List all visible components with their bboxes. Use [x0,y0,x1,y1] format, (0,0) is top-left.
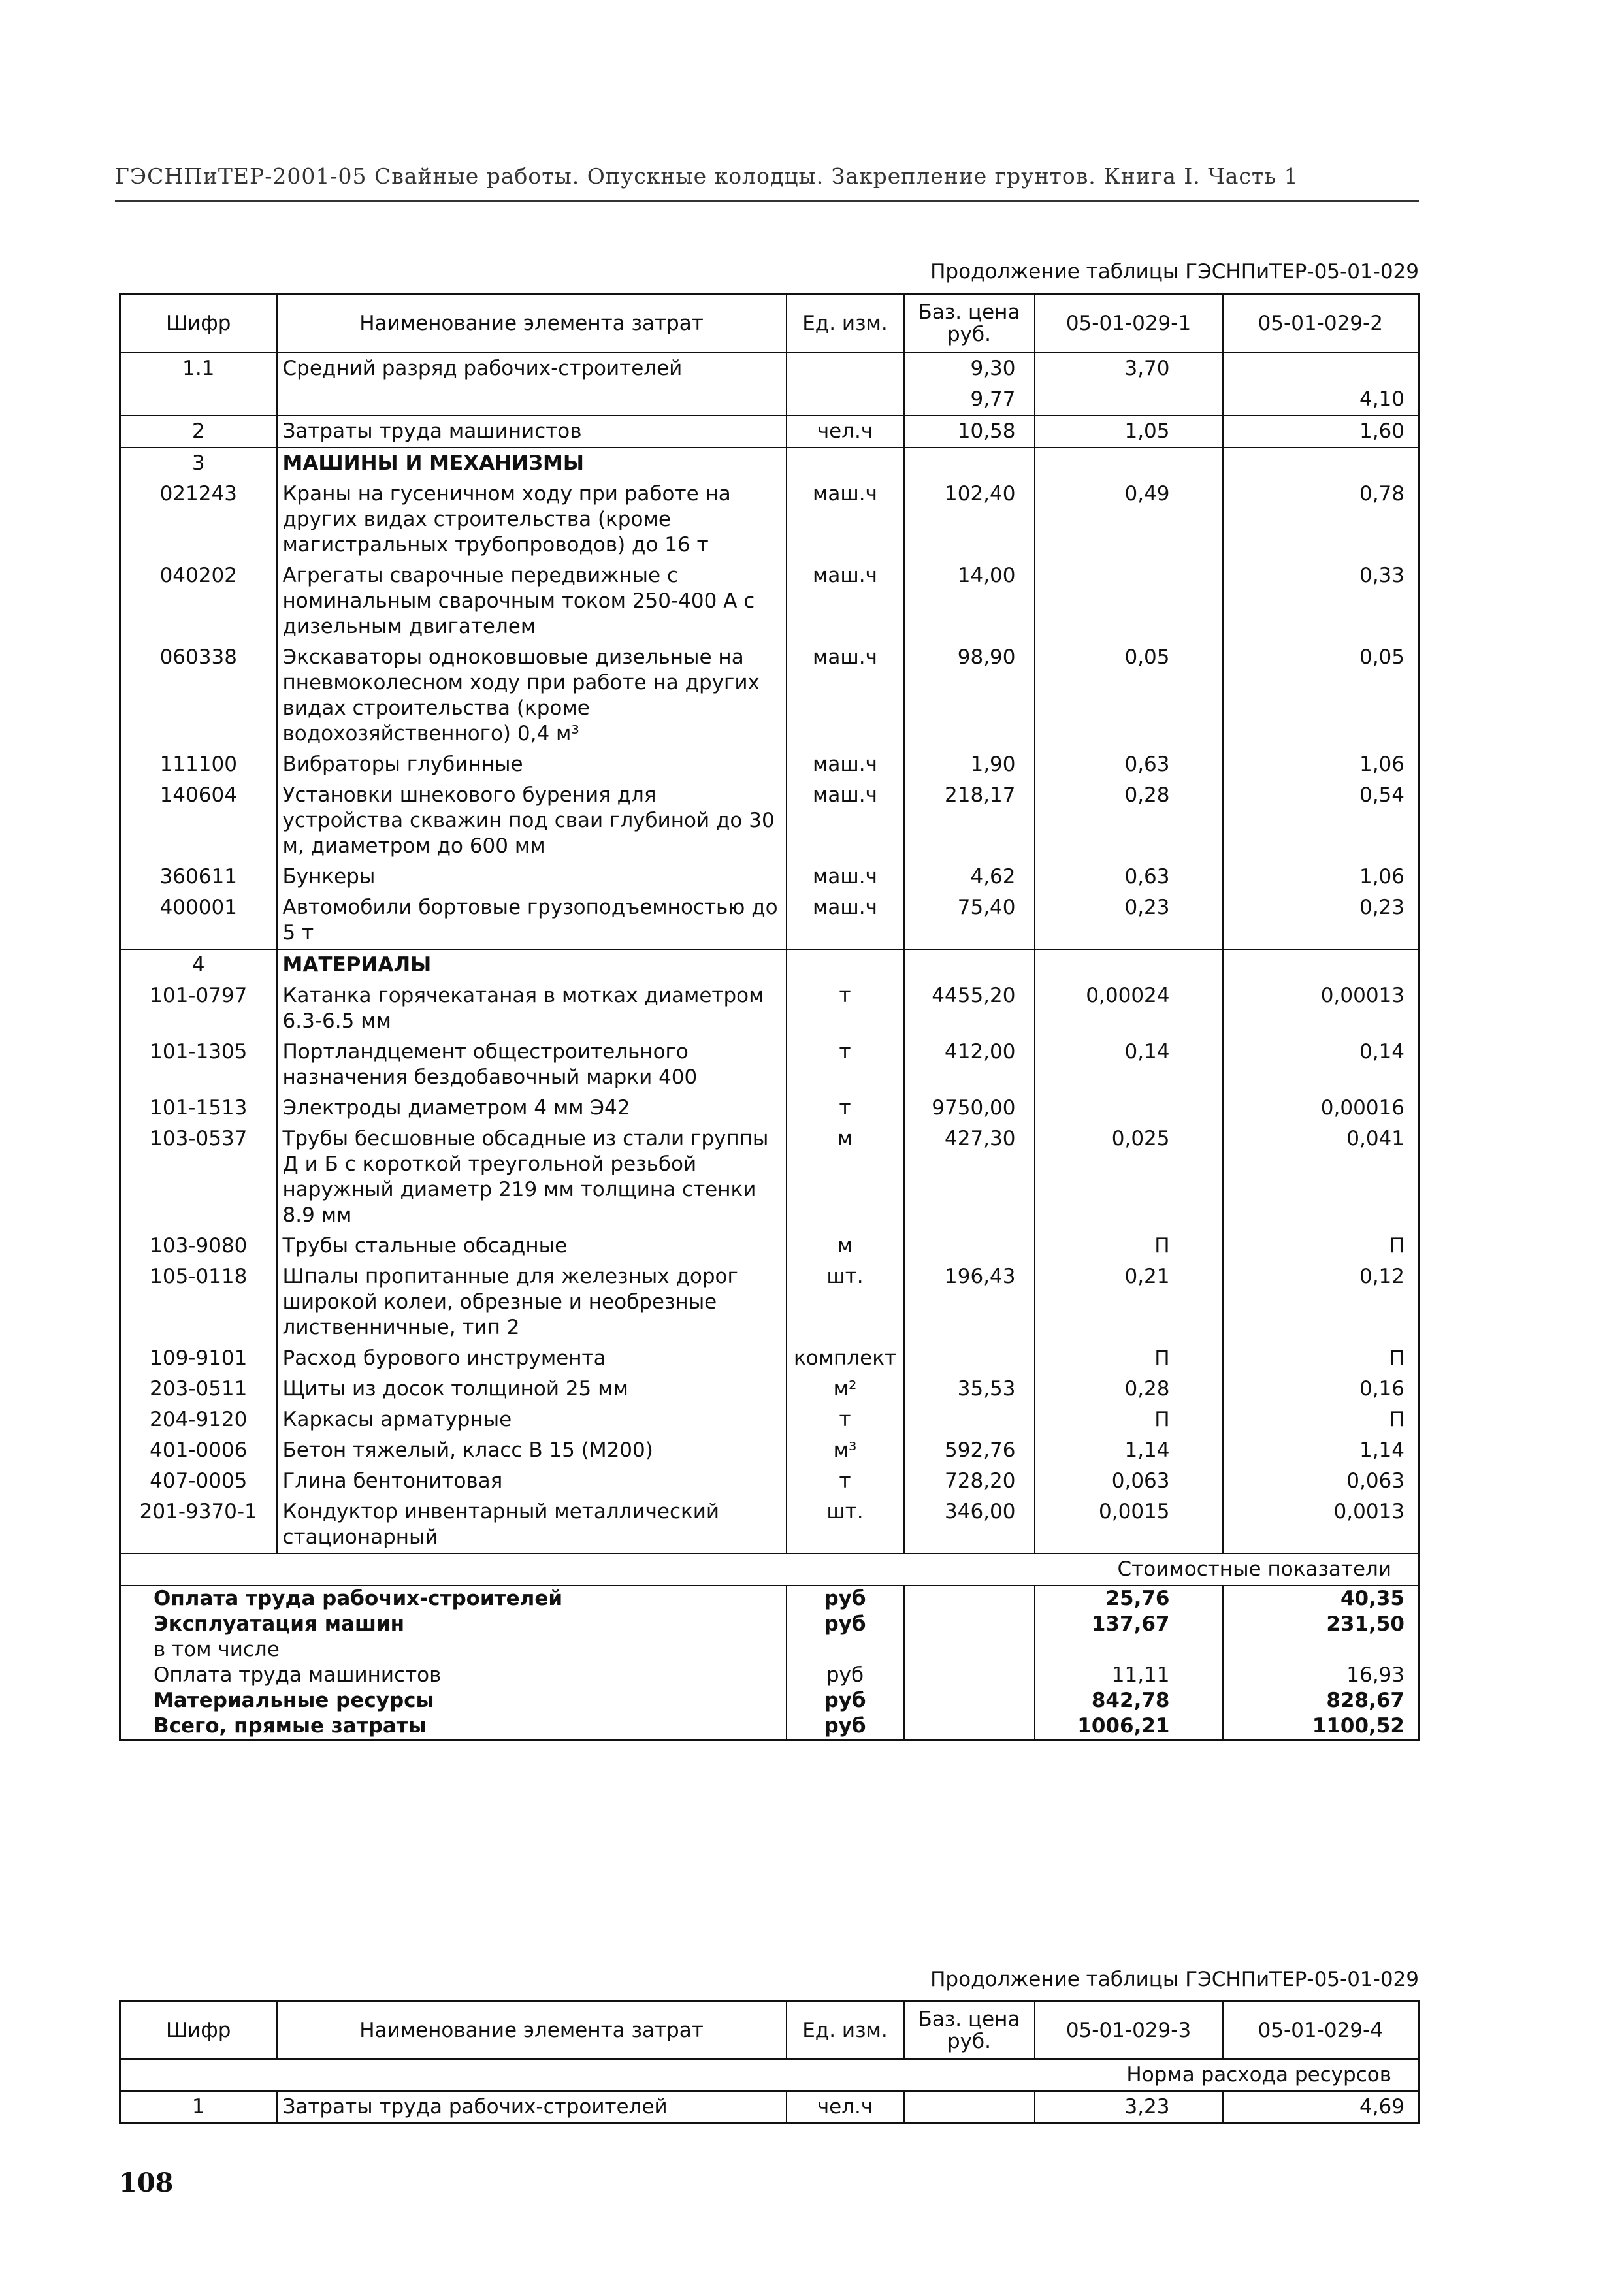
row-value-2: 1,60 [1223,415,1419,447]
table-row [120,1261,1419,1343]
row-value-1: 0,14 [1035,1037,1223,1093]
row-code: 401-0006 [150,1438,248,1462]
summary-value-2: 1100,52 [1223,1714,1419,1740]
row-value-2: 1,06 [1223,862,1419,892]
row-price: 412,00 [904,1037,1035,1093]
row-price: 4455,20 [904,981,1035,1037]
row-price: 4,62 [904,862,1035,892]
row-price: 196,43 [904,1261,1035,1343]
row-value-2: 4,69 [1223,2091,1419,2124]
row-name: Щиты из досок толщиной 25 мм [277,1374,787,1405]
row-value-1: 1,14 [1035,1435,1223,1466]
table-row [120,1405,1419,1435]
row-value-1 [1035,561,1223,642]
row-unit: шт. [787,1497,904,1553]
row-price [904,447,1035,479]
row-code: 060338 [159,645,237,669]
col-v2-header: 05-01-029-4 [1223,2002,1419,2059]
row-price: 98,90 [904,642,1035,749]
table-row [120,1497,1419,1553]
row-name: Шпалы пропитанные для железных дорог широкой колеи, обрезные и необрезные лиственничные, тип 2 [277,1261,787,1343]
row-name: Агрегаты сварочные передвижные с номинальным сварочным током 250-400 А с дизельным двигателем [277,561,787,642]
row-value-1: 0,025 [1035,1124,1223,1231]
row-unit [787,384,904,415]
summary-unit: руб [787,1663,904,1688]
row-name: Каркасы арматурные [277,1405,787,1435]
row-unit: т [787,981,904,1037]
summary-unit: руб [787,1586,904,1612]
row-value-1: 3,23 [1035,2091,1223,2124]
row-code: 101-1305 [150,1039,248,1064]
row-code: 201-9370-1 [139,1499,257,1523]
table-row [120,780,1419,862]
row-price: 1,90 [904,749,1035,780]
row-price: 14,00 [904,561,1035,642]
summary-value-1: 1006,21 [1035,1714,1223,1740]
row-price [904,949,1035,981]
col-code-header: Шифр [120,294,277,353]
row-code: 4 [120,949,277,981]
row-code: 105-0118 [150,1264,248,1288]
summary-value-2: 16,93 [1223,1663,1419,1688]
table-row [120,2091,1419,2124]
summary-price [904,1688,1035,1714]
col-name-header: Наименование элемента затрат [277,2002,787,2059]
col-v2-header: 05-01-029-2 [1223,294,1419,353]
row-unit: м [787,1231,904,1261]
row-value-1: П [1035,1343,1223,1374]
summary-value-2: 828,67 [1223,1688,1419,1714]
row-name: Бетон тяжелый, класс В 15 (М200) [277,1435,787,1466]
row-value-1: 0,23 [1035,892,1223,949]
row-name: Глина бентонитовая [277,1466,787,1497]
row-price: 592,76 [904,1435,1035,1466]
row-code: 360611 [159,864,237,888]
row-code: 203-0511 [150,1376,248,1401]
row-unit: т [787,1405,904,1435]
row-price: 427,30 [904,1124,1035,1231]
col-v1-header: 05-01-029-1 [1035,294,1223,353]
row-value-1: П [1035,1405,1223,1435]
row-price: 346,00 [904,1497,1035,1553]
summary-label: Оплата труда машинистов [154,1663,442,1687]
row-value-1: 0,05 [1035,642,1223,749]
table-row [120,981,1419,1037]
summary-value-2: 40,35 [1223,1586,1419,1612]
row-code: 109-9101 [150,1346,248,1370]
row-name [277,384,787,415]
row-value-2: 0,33 [1223,561,1419,642]
row-value-1: 0,063 [1035,1466,1223,1497]
row-value-2: 0,05 [1223,642,1419,749]
row-code: 204-9120 [150,1407,248,1431]
col-price-header: Баз. цена руб. [904,294,1035,353]
row-value-1: 0,00024 [1035,981,1223,1037]
summary-value-1: 137,67 [1035,1612,1223,1637]
row-name: МАШИНЫ И МЕХАНИЗМЫ [277,447,787,479]
resource-table-1 [119,293,1420,1741]
row-unit: м³ [787,1435,904,1466]
summary-row [120,1586,1419,1612]
row-value-2: 0,16 [1223,1374,1419,1405]
table-row [120,384,1419,415]
row-value-2: 0,00013 [1223,981,1419,1037]
row-value-2: П [1223,1405,1419,1435]
row-name: МАТЕРИАЛЫ [277,949,787,981]
row-name: Электроды диаметром 4 мм Э42 [277,1093,787,1124]
summary-unit: руб [787,1688,904,1714]
row-value-1: 1,05 [1035,415,1223,447]
row-value-1 [1035,384,1223,415]
row-value-2: 0,041 [1223,1124,1419,1231]
row-price: 75,40 [904,892,1035,949]
summary-unit: руб [787,1714,904,1740]
row-unit: шт. [787,1261,904,1343]
row-value-2: П [1223,1343,1419,1374]
table-row [120,749,1419,780]
summary-price [904,1612,1035,1637]
row-price: 9750,00 [904,1093,1035,1124]
row-value-2: 4,10 [1223,384,1419,415]
table-row [120,642,1419,749]
row-value-1: 0,28 [1035,780,1223,862]
table-row [120,561,1419,642]
running-header: ГЭСНПиТЕР-2001-05 Свайные работы. Опускные колодцы. Закрепление грунтов. Книга I. Часть 1 [115,163,1299,189]
row-name: Вибраторы глубинные [277,749,787,780]
summary-unit [787,1637,904,1663]
row-unit: чел.ч [787,2091,904,2124]
row-value-2 [1223,447,1419,479]
resource-table-2 [119,2000,1420,2124]
norm-caption: Норма расхода ресурсов [120,2059,1419,2091]
summary-label: Эксплуатация машин [154,1612,405,1636]
summary-value-1: 11,11 [1035,1663,1223,1688]
row-code: 400001 [159,895,237,919]
row-price: 218,17 [904,780,1035,862]
row-price [904,1231,1035,1261]
row-code: 040202 [159,563,237,587]
table2-continuation: Продолжение таблицы ГЭСНПиТЕР-05-01-029 [930,1968,1419,1991]
summary-value-1: 842,78 [1035,1688,1223,1714]
row-unit: т [787,1093,904,1124]
col-name-header: Наименование элемента затрат [277,294,787,353]
row-code: 1.1 [182,356,215,380]
row-code: 101-1513 [150,1096,248,1120]
summary-row [120,1637,1419,1663]
summary-price [904,1663,1035,1688]
summary-unit: руб [787,1612,904,1637]
row-name: Кондуктор инвентарный металлический стационарный [277,1497,787,1553]
table-row [120,353,1419,384]
row-value-1 [1035,447,1223,479]
row-code: 3 [120,447,277,479]
row-name: Бункеры [277,862,787,892]
row-code: 407-0005 [150,1469,248,1493]
summary-row [120,1612,1419,1637]
row-unit: маш.ч [787,479,904,561]
table1-continuation: Продолжение таблицы ГЭСНПиТЕР-05-01-029 [930,260,1419,284]
summary-value-1: 25,76 [1035,1586,1223,1612]
summary-label: Материальные ресурсы [154,1688,434,1712]
header-rule [115,200,1419,202]
row-value-1: 0,49 [1035,479,1223,561]
row-price: 102,40 [904,479,1035,561]
row-price [904,2091,1035,2124]
row-name: Катанка горячекатаная в мотках диаметром 6.3-6.5 мм [277,981,787,1037]
row-value-1: 0,28 [1035,1374,1223,1405]
row-value-2 [1223,353,1419,384]
row-unit [787,949,904,981]
summary-label: в том числе [154,1637,280,1661]
row-code: 101-0797 [150,983,248,1007]
row-price: 9,30 [904,353,1035,384]
table-row [120,1124,1419,1231]
row-value-2: П [1223,1231,1419,1261]
summary-label: Всего, прямые затраты [154,1714,427,1738]
table-row [120,1093,1419,1124]
table-row [120,1037,1419,1093]
row-code: 2 [120,415,277,447]
row-unit [787,447,904,479]
row-value-2: 0,0013 [1223,1497,1419,1553]
row-name: Установки шнекового бурения для устройства скважин под сваи глубиной до 30 м, диаметром до 600 мм [277,780,787,862]
summary-value-2 [1223,1637,1419,1663]
row-value-1: 0,63 [1035,862,1223,892]
row-name: Расход бурового инструмента [277,1343,787,1374]
row-code: 111100 [159,752,237,776]
summary-price [904,1637,1035,1663]
row-value-2: 0,54 [1223,780,1419,862]
summary-caption-row [120,1553,1419,1586]
summary-price [904,1714,1035,1740]
row-value-2 [1223,949,1419,981]
row-name: Экскаваторы одноковшовые дизельные на пневмоколесном ходу при работе на других видах строительства (кроме водохозяйственного) 0,4 м³ [277,642,787,749]
summary-row [120,1663,1419,1688]
row-code [120,384,277,415]
row-unit: т [787,1466,904,1497]
summary-price [904,1586,1035,1612]
row-unit: маш.ч [787,749,904,780]
row-value-2: 1,14 [1223,1435,1419,1466]
row-price: 728,20 [904,1466,1035,1497]
row-name: Краны на гусеничном ходу при работе на других видах строительства (кроме магистральных трубопроводов) до 16 т [277,479,787,561]
row-unit: комплект [787,1343,904,1374]
row-name: Портландцемент общестроительного назначения бездобавочный марки 400 [277,1037,787,1093]
row-value-1: 0,0015 [1035,1497,1223,1553]
row-value-1: П [1035,1231,1223,1261]
row-price [904,1405,1035,1435]
table-row [120,479,1419,561]
row-price: 9,77 [904,384,1035,415]
summary-value-2: 231,50 [1223,1612,1419,1637]
summary-row [120,1714,1419,1740]
summary-caption: Стоимостные показатели [120,1553,1419,1586]
table-row [120,1374,1419,1405]
row-value-2: 0,78 [1223,479,1419,561]
table-row [120,1435,1419,1466]
row-price: 35,53 [904,1374,1035,1405]
row-code: 103-9080 [150,1233,248,1258]
row-name: Затраты труда рабочих-строителей [277,2091,787,2124]
row-value-2: 0,12 [1223,1261,1419,1343]
row-value-2: 1,06 [1223,749,1419,780]
table-row [120,862,1419,892]
col-unit-header: Ед. изм. [787,294,904,353]
row-unit: чел.ч [787,415,904,447]
row-name: Трубы стальные обсадные [277,1231,787,1261]
table-row [120,1466,1419,1497]
table-row [120,892,1419,949]
row-value-2: 0,23 [1223,892,1419,949]
summary-row [120,1688,1419,1714]
row-value-1 [1035,949,1223,981]
row-price: 10,58 [904,415,1035,447]
row-name: Трубы бесшовные обсадные из стали группы Д и Б с короткой треугольной резьбой наружный диаметр 219 мм толщина стенки 8.9 мм [277,1124,787,1231]
row-unit: маш.ч [787,892,904,949]
row-price [904,1343,1035,1374]
summary-label: Оплата труда рабочих-строителей [154,1586,563,1610]
table-row [120,949,1419,981]
row-value-1: 0,63 [1035,749,1223,780]
row-name: Затраты труда машинистов [277,415,787,447]
summary-value-1 [1035,1637,1223,1663]
row-value-2: 0,00016 [1223,1093,1419,1124]
row-value-1: 0,21 [1035,1261,1223,1343]
row-unit: маш.ч [787,642,904,749]
row-code: 1 [120,2091,277,2124]
row-code: 103-0537 [150,1126,248,1150]
row-code: 021243 [159,481,237,506]
table-row [120,1343,1419,1374]
row-unit: маш.ч [787,780,904,862]
table-row [120,415,1419,447]
row-value-1: 3,70 [1035,353,1223,384]
row-unit: маш.ч [787,862,904,892]
row-value-2: 0,063 [1223,1466,1419,1497]
row-unit: м² [787,1374,904,1405]
row-unit [787,353,904,384]
table-row [120,1231,1419,1261]
table-row [120,447,1419,479]
col-code-header: Шифр [120,2002,277,2059]
row-value-1 [1035,1093,1223,1124]
row-code: 140604 [159,783,237,807]
col-v1-header: 05-01-029-3 [1035,2002,1223,2059]
row-name: Автомобили бортовые грузоподъемностью до 5 т [277,892,787,949]
row-value-2: 0,14 [1223,1037,1419,1093]
col-price-header: Баз. цена руб. [904,2002,1035,2059]
row-unit: маш.ч [787,561,904,642]
page-number: 108 [119,2168,174,2198]
row-unit: т [787,1037,904,1093]
row-name: Средний разряд рабочих-строителей [277,353,787,384]
col-unit-header: Ед. изм. [787,2002,904,2059]
row-unit: м [787,1124,904,1231]
